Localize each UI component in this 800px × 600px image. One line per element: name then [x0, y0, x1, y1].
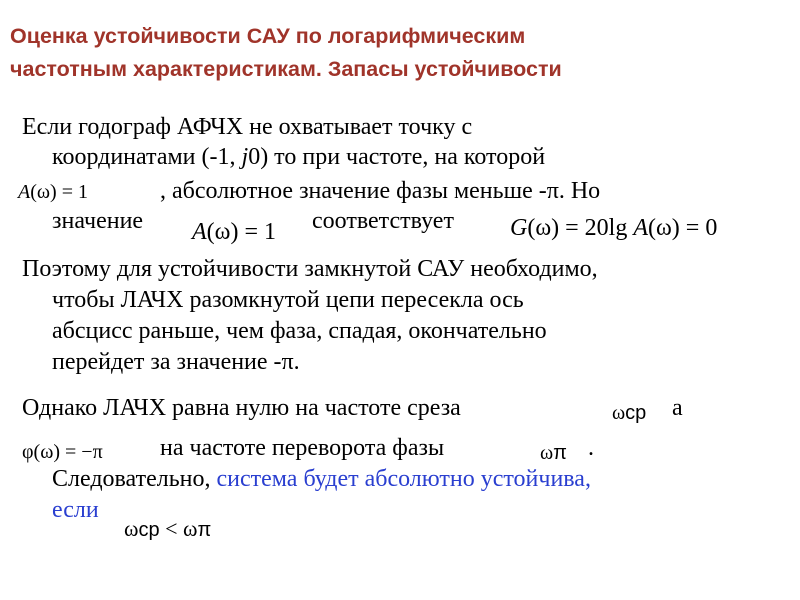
formula-g-fn2: A [633, 215, 648, 241]
p2-line-2: чтобы ЛАЧХ разомкнутой цепи пересекла ось [52, 287, 524, 313]
p3-line-4: если [52, 497, 99, 523]
title-line-1: Оценка устойчивости САУ по логарифмическим [10, 24, 526, 48]
slide-title [10, 20, 790, 86]
p1-line-2-a: координатами (-1, [52, 144, 242, 170]
p3-line-3-a: Следовательно, [52, 466, 217, 492]
p1-line-2-j: j [241, 144, 249, 170]
formula-omega-cp [612, 401, 646, 425]
p3-line-2-b: . [588, 435, 594, 461]
formula-omega-pi-sym: ω [540, 442, 554, 464]
p3-line-1-a: Однако ЛАЧХ равна нулю на частоте среза [22, 395, 461, 421]
formula-cond-omega-2: ω [183, 516, 198, 541]
p2-line-3: абсцисс раньше, чем фаза, спадая, окончательно [52, 318, 547, 344]
formula-a-omega-1 [18, 180, 88, 204]
formula-cond-sub-cp: ср [138, 519, 160, 541]
formula-omega-cp-sym: ω [612, 402, 626, 424]
p1-line-2-b: 0) то при частоте, на которой [248, 144, 546, 170]
formula-omega-pi [540, 441, 567, 465]
p1-line-4-b: соответствует [312, 208, 454, 234]
p1-line-3: , абсолютное значение фазы меньше -π. Но [160, 178, 601, 204]
p1-line-4-a: значение [52, 208, 144, 234]
p3-line-2-a: на частоте переворота фазы [160, 435, 445, 461]
formula-cond-lt: < [159, 516, 184, 541]
formula-omega-cp-sub: ср [625, 402, 647, 424]
p2-line-1: Поэтому для устойчивости замкнутой САУ необходимо, [22, 256, 598, 282]
title-line-2: частотным характеристикам. Запасы устойчивости [10, 57, 562, 81]
formula-a2-arg: (ω) = 1 [206, 219, 276, 245]
formula-a-omega-2 [192, 218, 276, 246]
p1-line-1: Если годограф АФЧХ не охватывает точку с [22, 114, 473, 140]
p3-line-3 [52, 464, 591, 494]
formula-a-fn: A [18, 181, 31, 203]
p3-line-3-b: система будет абсолютно устойчива, [216, 466, 591, 492]
formula-cond-sub-pi: π [197, 519, 212, 541]
formula-cond-omega-1: ω [124, 516, 139, 541]
formula-condition [124, 516, 211, 543]
formula-g-mid: (ω) = 20lg [527, 215, 634, 241]
formula-g-omega [510, 214, 717, 242]
p2-line-4: перейдет за значение -π. [52, 349, 300, 375]
formula-a2-fn: A [192, 219, 207, 245]
p1-line-2 [52, 142, 545, 172]
p3-line-1-b: а [672, 395, 683, 421]
formula-a-arg: (ω) = 1 [30, 181, 88, 203]
formula-omega-pi-sub: π [553, 442, 567, 464]
formula-g-arg: (ω) = 0 [648, 215, 718, 241]
formula-g-fn: G [510, 215, 528, 241]
formula-phi: φ(ω) = −π [22, 441, 103, 463]
